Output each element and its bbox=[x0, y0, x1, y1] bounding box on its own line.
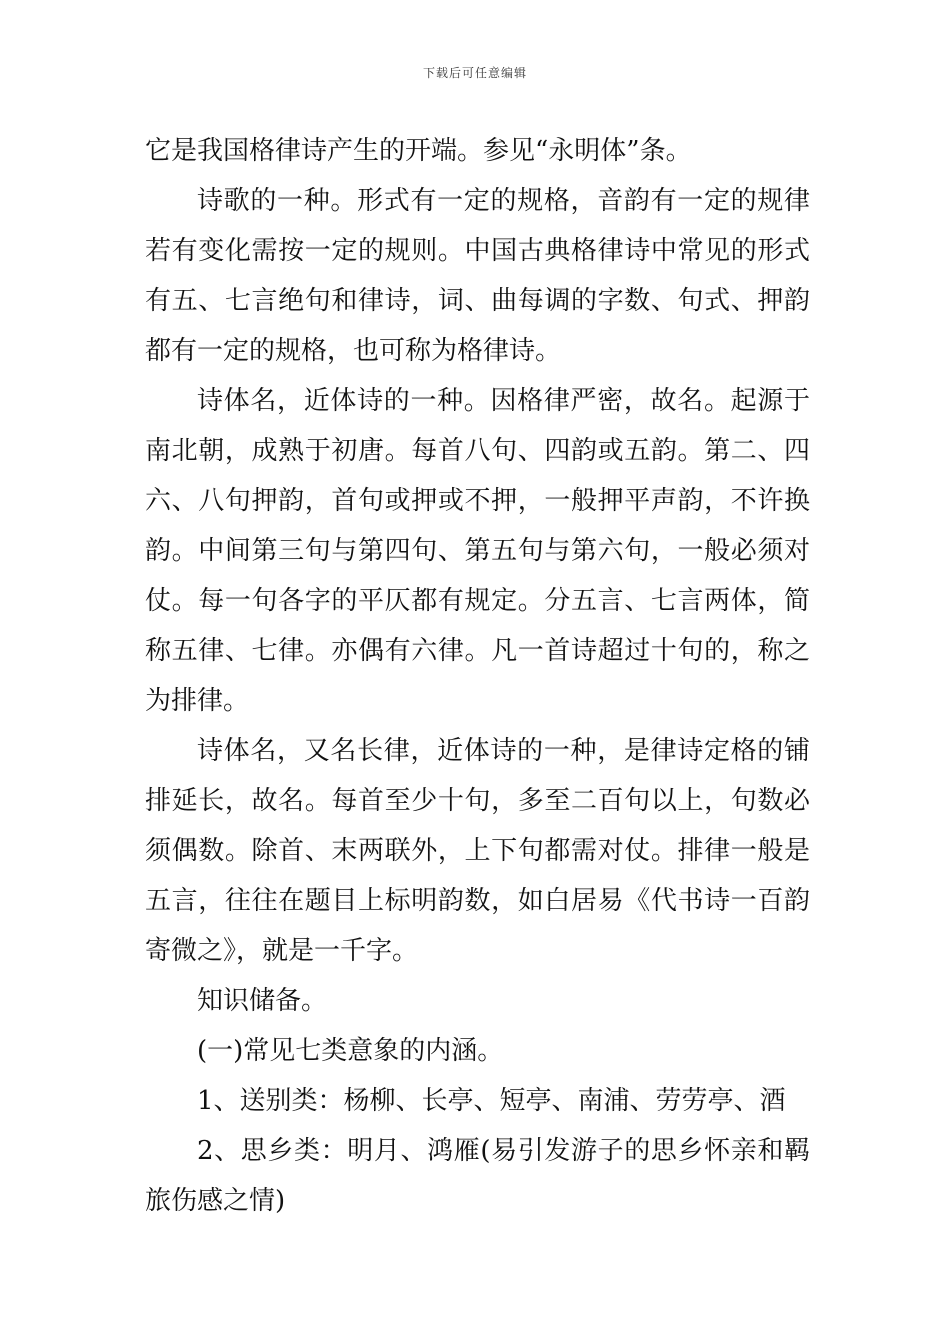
list-item-homesick: 2、思乡类：明月、鸿雁(易引发游子的思乡怀亲和羁旅伤感之情) bbox=[145, 1136, 810, 1216]
paragraph-continuation: 它是我国格律诗产生的开端。参见“永明体”条。 bbox=[145, 136, 692, 166]
paragraph-lvshi-definition: 诗体名，近体诗的一种。因格律严密，故名。起源于南北朝，成熟于初唐。每首八句、四韵或五韵。第二、四六、八句押韵，首句或押或不押，一般押平声韵，不许换韵。中间第三句与第四句、第五句与第六句，一般必须对仗。每一句各字的平仄都有规定。分五言、七言两体，简称五律、七律。亦偶有六律。凡一首诗超过十句的，称之为排律。 bbox=[145, 386, 810, 716]
page-header: 下载后可任意编辑 bbox=[422, 66, 527, 80]
list-item-farewell: 1、送别类：杨柳、长亭、短亭、南浦、劳劳亭、酒 bbox=[197, 1086, 786, 1116]
paragraph-pailv-definition: 诗体名，又名长律，近体诗的一种，是律诗定格的铺排延长，故名。每首至少十句，多至二百句以上，句数必须偶数。除首、末两联外，上下句都需对仗。排律一般是五言，往往在题目上标明韵数，如白居易《代书诗一百韵寄微之》，就是一千字。 bbox=[145, 736, 810, 966]
section-heading-knowledge: 知识储备。 bbox=[197, 986, 328, 1016]
subsection-heading-imagery: (一)常见七类意象的内涵。 bbox=[197, 1036, 504, 1066]
paragraph-gelvshi-definition: 诗歌的一种。形式有一定的规格，音韵有一定的规律若有变化需按一定的规则。中国古典格律诗中常见的形式有五、七言绝句和律诗，词、曲每调的字数、句式、押韵都有一定的规格，也可称为格律诗。 bbox=[145, 186, 810, 366]
document-body bbox=[145, 126, 810, 1226]
